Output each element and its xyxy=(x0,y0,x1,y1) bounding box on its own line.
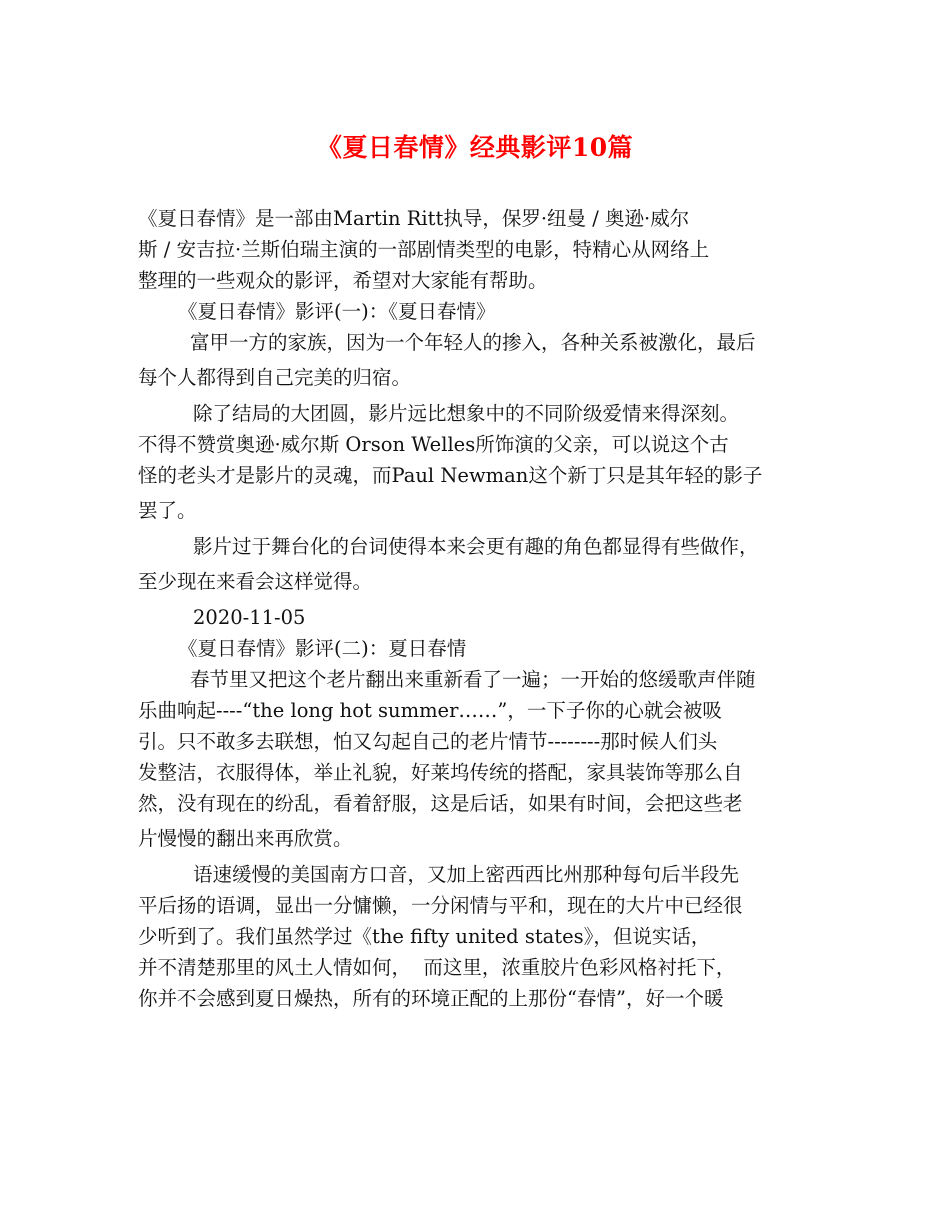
paragraph-line: 《夏日春情》是一部由Martin Ritt执导，保罗·纽曼 / 奥逊·威尔 xyxy=(138,207,690,230)
paragraph-line: 然，没有现在的纷乱，看着舒服，这是后话，如果有时间，会把这些老 xyxy=(138,792,743,815)
review-heading: 《夏日春情》影评(一)：《夏日春情》 xyxy=(178,300,496,323)
paragraph-line: 春节里又把这个老片翻出来重新看了一遍；一开始的悠缓歌声伴随 xyxy=(190,668,756,691)
paragraph-line: 罢了。 xyxy=(138,499,197,522)
paragraph-line: 怪的老头才是影片的灵魂，而Paul Newman这个新丁只是其年轻的影子 xyxy=(138,464,763,487)
paragraph-line: 平后扬的语调，显出一分慵懒，一分闲情与平和，现在的大片中已经很 xyxy=(138,894,743,917)
review-date: 2020-11-05 xyxy=(193,606,306,629)
paragraph-line: 语速缓慢的美国南方口音，又加上密西西比州那种每句后半段先 xyxy=(193,863,740,886)
document-body xyxy=(138,203,828,1014)
paragraph-line: 发整洁，衣服得体，举止礼貌，好莱坞传统的搭配，家具装饰等那么自 xyxy=(138,761,743,784)
paragraph-line: 并不清楚那里的风土人情如何， 而这里，浓重胶片色彩风格衬托下， xyxy=(138,956,736,979)
paragraph-line: 整理的一些观众的影评，希望对大家能有帮助。 xyxy=(138,269,548,292)
paragraph-line: 斯 / 安吉拉·兰斯伯瑞主演的一部剧情类型的电影，特精心从网络上 xyxy=(138,238,710,261)
paragraph-line: 你并不会感到夏日燥热，所有的环境正配的上那份“春情”，好一个暖 xyxy=(138,987,724,1010)
paragraph-line: 引。只不敢多去联想，怕又勾起自己的老片情节--------那时候人们头 xyxy=(138,730,718,753)
paragraph-line: 每个人都得到自己完美的归宿。 xyxy=(138,366,412,389)
paragraph-line: 至少现在来看会这样觉得。 xyxy=(138,570,373,593)
document-title: 《夏日春情》经典影评10篇 xyxy=(316,133,634,162)
paragraph-line: 富甲一方的家族，因为一个年轻人的掺入，各种关系被激化，最后 xyxy=(190,331,756,354)
paragraph-line: 乐曲响起----“the long hot summer……”，一下子你的心就会被吸 xyxy=(138,699,722,722)
paragraph-line: 除了结局的大团圆，影片远比想象中的不同阶级爱情来得深刻。 xyxy=(193,402,740,425)
paragraph-line: 少听到了。我们虽然学过《the fifty united states》，但说实话， xyxy=(138,925,711,948)
paragraph-line: 影片过于舞台化的台词使得本来会更有趣的角色都显得有些做作， xyxy=(193,535,759,558)
paragraph-line: 不得不赞赏奥逊·威尔斯 Orson Welles所饰演的父亲，可以说这个古 xyxy=(138,433,729,456)
review-heading: 《夏日春情》影评(二)：夏日春情 xyxy=(178,637,467,660)
paragraph-line: 片慢慢的翻出来再欣赏。 xyxy=(138,827,353,850)
